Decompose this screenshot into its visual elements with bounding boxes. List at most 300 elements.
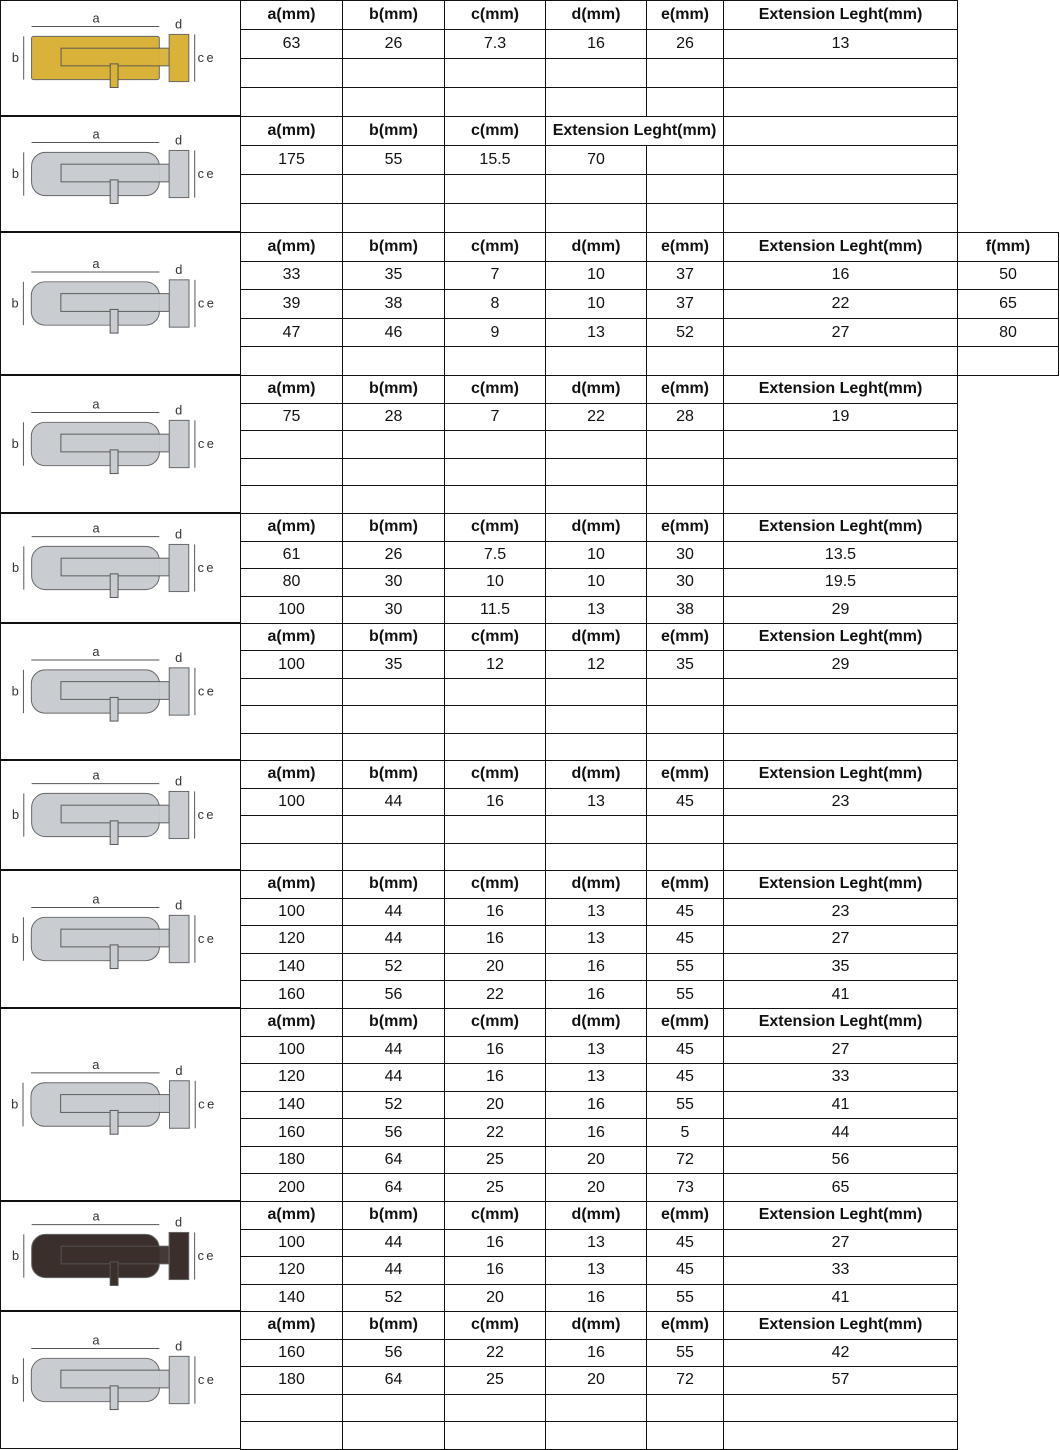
table-row bbox=[241, 1036, 958, 1064]
column-header: a(mm) bbox=[240, 232, 343, 262]
table-cell: 13 bbox=[545, 318, 647, 348]
table-row bbox=[241, 174, 958, 203]
table-row bbox=[241, 1339, 958, 1367]
table-cell: 16 bbox=[545, 1284, 647, 1313]
table-cell: 100 bbox=[240, 1229, 343, 1258]
dim-label-e: e bbox=[206, 295, 214, 311]
table-cell: 160 bbox=[240, 980, 343, 1009]
table-cell: 56 bbox=[342, 1118, 445, 1147]
column-header: a(mm) bbox=[240, 513, 343, 542]
table-cell: 63 bbox=[240, 29, 343, 59]
latch-bolt-illustration bbox=[1, 1, 240, 115]
spec-table bbox=[241, 0, 958, 116]
column-header: d(mm) bbox=[545, 375, 647, 404]
table-cell bbox=[646, 174, 724, 204]
table-cell: 57 bbox=[723, 1366, 958, 1395]
table-cell bbox=[342, 485, 445, 514]
table-cell: 16 bbox=[545, 1118, 647, 1147]
spec-block bbox=[0, 870, 958, 1008]
table-cell: 28 bbox=[342, 403, 445, 432]
spec-block bbox=[0, 1311, 958, 1449]
spec-table bbox=[241, 623, 958, 760]
table-header-row bbox=[241, 1201, 958, 1229]
table-cell: 20 bbox=[545, 1366, 647, 1395]
table-row bbox=[241, 1421, 958, 1449]
table-cell bbox=[646, 87, 724, 117]
table-cell: 16 bbox=[545, 29, 647, 59]
table-row bbox=[241, 458, 958, 486]
column-header: c(mm) bbox=[444, 0, 546, 30]
table-cell: 55 bbox=[646, 953, 724, 982]
column-header: Extension Leght(mm) bbox=[723, 0, 958, 30]
table-cell: 61 bbox=[240, 541, 343, 570]
dim-label-e: e bbox=[206, 435, 214, 451]
latch-bolt-image bbox=[0, 1008, 241, 1201]
dim-label-a: a bbox=[92, 396, 100, 412]
table-cell: 20 bbox=[444, 953, 546, 982]
table-cell bbox=[723, 843, 958, 872]
column-header: Extension Leght(mm) bbox=[723, 513, 958, 542]
latch-bolt-illustration bbox=[1, 376, 240, 512]
table-cell bbox=[545, 87, 647, 117]
table-cell bbox=[444, 346, 546, 376]
table-cell: 25 bbox=[444, 1146, 546, 1175]
table-cell bbox=[723, 1421, 958, 1450]
spec-table bbox=[241, 1201, 958, 1311]
table-cell: 55 bbox=[646, 980, 724, 1009]
column-header: d(mm) bbox=[545, 513, 647, 542]
table-cell: 180 bbox=[240, 1146, 343, 1175]
table-cell: 55 bbox=[646, 1091, 724, 1120]
table-row bbox=[241, 541, 958, 569]
table-cell: 10 bbox=[545, 541, 647, 570]
table-cell: 64 bbox=[342, 1173, 445, 1202]
table-row bbox=[241, 678, 958, 705]
table-cell: 16 bbox=[723, 261, 958, 291]
table-cell: 45 bbox=[646, 1036, 724, 1065]
table-cell: 56 bbox=[342, 1339, 445, 1368]
spec-block bbox=[0, 513, 958, 623]
table-cell bbox=[444, 705, 546, 733]
table-cell: 13 bbox=[545, 925, 647, 954]
table-cell: 38 bbox=[646, 596, 724, 625]
table-row bbox=[241, 58, 958, 87]
table-header-row bbox=[241, 760, 958, 788]
column-header: a(mm) bbox=[240, 0, 343, 30]
dim-label-c: c bbox=[197, 1371, 205, 1387]
table-cell: 175 bbox=[240, 145, 343, 175]
table-cell: 23 bbox=[723, 898, 958, 927]
column-header: d(mm) bbox=[545, 760, 647, 789]
dim-label-e: e bbox=[206, 930, 214, 946]
table-cell: 13 bbox=[545, 898, 647, 927]
table-cell: 10 bbox=[545, 289, 647, 319]
table-cell bbox=[342, 678, 445, 706]
table-cell: 160 bbox=[240, 1339, 343, 1368]
table-header-row bbox=[241, 1008, 958, 1036]
table-row bbox=[241, 815, 958, 843]
table-cell: 13 bbox=[545, 1229, 647, 1258]
table-cell bbox=[444, 815, 546, 844]
column-header: b(mm) bbox=[342, 1311, 445, 1340]
table-cell bbox=[444, 203, 546, 233]
table-cell: 55 bbox=[342, 145, 445, 175]
table-cell: 20 bbox=[444, 1091, 546, 1120]
column-header: b(mm) bbox=[342, 232, 445, 262]
table-row bbox=[241, 1173, 958, 1201]
table-cell bbox=[646, 430, 724, 459]
table-cell: 46 bbox=[342, 318, 445, 348]
table-row bbox=[241, 980, 958, 1008]
latch-bolt-image bbox=[0, 870, 241, 1008]
table-row bbox=[241, 1229, 958, 1257]
column-header: Extension Leght(mm) bbox=[723, 623, 958, 651]
table-cell bbox=[342, 174, 445, 204]
table-cell: 9 bbox=[444, 318, 546, 348]
table-cell bbox=[646, 815, 724, 844]
latch-bolt-image bbox=[0, 232, 241, 375]
dim-label-c: c bbox=[197, 1247, 204, 1263]
table-cell bbox=[240, 815, 343, 844]
spec-table bbox=[241, 232, 1059, 375]
table-header-row bbox=[241, 1311, 958, 1339]
table-cell: 52 bbox=[646, 318, 724, 348]
dim-label-c: c bbox=[197, 165, 205, 181]
table-cell: 27 bbox=[723, 1036, 958, 1065]
dim-label-e: e bbox=[206, 49, 214, 65]
table-cell: 16 bbox=[545, 953, 647, 982]
table-cell: 45 bbox=[646, 788, 724, 817]
table-cell: 22 bbox=[444, 1118, 546, 1147]
table-cell: 120 bbox=[240, 1063, 343, 1092]
column-header: a(mm) bbox=[240, 116, 343, 146]
column-header: d(mm) bbox=[545, 1311, 647, 1340]
latch-bolt-illustration bbox=[1, 514, 240, 622]
table-cell: 33 bbox=[240, 261, 343, 291]
table-cell: 22 bbox=[444, 980, 546, 1009]
table-cell: 19 bbox=[723, 403, 958, 432]
column-header: e(mm) bbox=[646, 760, 724, 789]
column-header: c(mm) bbox=[444, 116, 546, 146]
table-cell: 13 bbox=[545, 1036, 647, 1065]
column-header: b(mm) bbox=[342, 0, 445, 30]
table-cell bbox=[444, 485, 546, 514]
column-header: e(mm) bbox=[646, 232, 724, 262]
dim-label-d: d bbox=[174, 1214, 183, 1230]
latch-bolt-image bbox=[0, 1201, 241, 1311]
table-row bbox=[241, 289, 1059, 318]
dim-label-b: b bbox=[11, 683, 19, 699]
table-cell: 16 bbox=[444, 1036, 546, 1065]
table-cell bbox=[723, 705, 958, 733]
table-cell: 13 bbox=[723, 29, 958, 59]
table-cell: 30 bbox=[646, 568, 724, 597]
table-cell bbox=[240, 705, 343, 733]
table-cell: 72 bbox=[646, 1366, 724, 1395]
table-cell bbox=[723, 145, 958, 175]
table-cell: 22 bbox=[444, 1339, 546, 1368]
table-cell: 64 bbox=[342, 1366, 445, 1395]
table-cell: 50 bbox=[957, 261, 1059, 291]
dim-label-c: c bbox=[197, 295, 205, 311]
table-cell bbox=[545, 705, 647, 733]
latch-bolt-image bbox=[0, 116, 241, 232]
table-cell: 38 bbox=[342, 289, 445, 319]
table-cell: 13 bbox=[545, 788, 647, 817]
latch-bolt-image bbox=[0, 0, 241, 116]
table-cell: 100 bbox=[240, 1036, 343, 1065]
table-cell bbox=[646, 1421, 724, 1450]
table-cell bbox=[723, 87, 958, 117]
table-cell: 25 bbox=[444, 1173, 546, 1202]
spec-table bbox=[241, 116, 958, 232]
table-cell: 140 bbox=[240, 1284, 343, 1313]
table-cell bbox=[646, 485, 724, 514]
table-cell: 30 bbox=[342, 568, 445, 597]
spec-block bbox=[0, 760, 958, 870]
table-cell: 29 bbox=[723, 596, 958, 625]
column-header: b(mm) bbox=[342, 375, 445, 404]
spec-block bbox=[0, 1201, 958, 1311]
dim-label-d: d bbox=[175, 16, 183, 32]
column-header: c(mm) bbox=[444, 870, 546, 899]
table-cell bbox=[646, 843, 724, 872]
table-row bbox=[241, 430, 958, 458]
column-header: e(mm) bbox=[646, 1201, 724, 1230]
table-cell bbox=[646, 678, 724, 706]
spec-table bbox=[241, 760, 958, 870]
dim-label-a: a bbox=[92, 1208, 100, 1224]
table-cell: 22 bbox=[723, 289, 958, 319]
column-header: b(mm) bbox=[342, 870, 445, 899]
table-cell bbox=[646, 733, 724, 761]
table-cell bbox=[342, 203, 445, 233]
column-header: Extension Leght(mm) bbox=[723, 375, 958, 404]
table-cell: 16 bbox=[444, 1063, 546, 1092]
dim-label-c: c bbox=[197, 435, 205, 451]
column-header: c(mm) bbox=[444, 1311, 546, 1340]
table-cell: 16 bbox=[545, 980, 647, 1009]
table-cell: 45 bbox=[646, 1063, 724, 1092]
table-header-row bbox=[241, 870, 958, 898]
table-cell bbox=[957, 346, 1059, 376]
table-cell bbox=[240, 203, 343, 233]
latch-bolt-illustration bbox=[1, 1312, 240, 1448]
spec-table bbox=[241, 1008, 958, 1201]
spec-table bbox=[241, 1311, 958, 1449]
table-cell: 13.5 bbox=[723, 541, 958, 570]
column-header: e(mm) bbox=[646, 375, 724, 404]
table-cell: 13 bbox=[545, 1063, 647, 1092]
table-row bbox=[241, 843, 958, 871]
table-cell: 16 bbox=[545, 1339, 647, 1368]
table-cell bbox=[723, 174, 958, 204]
table-cell: 80 bbox=[240, 568, 343, 597]
column-header: c(mm) bbox=[444, 513, 546, 542]
table-cell: 35 bbox=[646, 650, 724, 678]
column-header: d(mm) bbox=[545, 623, 647, 651]
table-cell: 19.5 bbox=[723, 568, 958, 597]
dim-label-d: d bbox=[175, 402, 183, 418]
table-row bbox=[241, 145, 958, 174]
table-cell bbox=[342, 430, 445, 459]
column-header: Extension Leght(mm) bbox=[723, 1008, 958, 1037]
table-cell bbox=[240, 346, 343, 376]
table-cell bbox=[444, 430, 546, 459]
spec-table bbox=[241, 870, 958, 1008]
spec-block bbox=[0, 623, 958, 760]
column-header: c(mm) bbox=[444, 375, 546, 404]
table-cell: 22 bbox=[545, 403, 647, 432]
table-cell bbox=[342, 815, 445, 844]
dim-label-e: e bbox=[206, 1247, 214, 1263]
spec-block bbox=[0, 375, 958, 513]
column-header: a(mm) bbox=[240, 623, 343, 651]
table-cell: 16 bbox=[444, 788, 546, 817]
table-cell bbox=[342, 733, 445, 761]
table-row bbox=[241, 87, 958, 116]
dim-label-e: e bbox=[206, 1371, 214, 1387]
table-cell bbox=[723, 458, 958, 487]
table-row bbox=[241, 1146, 958, 1174]
table-cell bbox=[545, 678, 647, 706]
column-header: a(mm) bbox=[240, 1008, 343, 1037]
table-cell bbox=[342, 1394, 445, 1423]
table-cell: 44 bbox=[342, 925, 445, 954]
column-header: d(mm) bbox=[545, 1201, 647, 1230]
table-cell: 30 bbox=[342, 596, 445, 625]
table-cell bbox=[444, 843, 546, 872]
column-header: Extension Leght(mm) bbox=[723, 760, 958, 789]
table-cell: 160 bbox=[240, 1118, 343, 1147]
dim-label-e: e bbox=[206, 165, 214, 181]
spec-table bbox=[241, 375, 958, 513]
table-cell: 45 bbox=[646, 898, 724, 927]
table-cell bbox=[444, 174, 546, 204]
table-cell: 100 bbox=[240, 650, 343, 678]
table-cell bbox=[646, 346, 724, 376]
dim-label-a: a bbox=[92, 126, 100, 142]
table-cell: 65 bbox=[723, 1173, 958, 1202]
dim-label-a: a bbox=[92, 1332, 100, 1348]
table-cell: 16 bbox=[444, 1229, 546, 1258]
column-header: Extension Leght(mm) bbox=[723, 870, 958, 899]
table-row bbox=[241, 203, 958, 232]
table-cell: 45 bbox=[646, 1256, 724, 1285]
dim-label-c: c bbox=[197, 683, 205, 699]
column-header: a(mm) bbox=[240, 1311, 343, 1340]
table-cell bbox=[545, 346, 647, 376]
dim-label-a: a bbox=[92, 256, 100, 272]
column-header: a(mm) bbox=[240, 870, 343, 899]
column-header: e(mm) bbox=[646, 1008, 724, 1037]
spec-block bbox=[0, 1008, 958, 1201]
column-header: a(mm) bbox=[240, 1201, 343, 1230]
column-header: c(mm) bbox=[444, 760, 546, 789]
table-row bbox=[241, 1284, 958, 1312]
table-cell bbox=[545, 1421, 647, 1450]
column-header: b(mm) bbox=[342, 623, 445, 651]
dim-label-c: c bbox=[197, 49, 205, 65]
column-header bbox=[723, 116, 958, 146]
table-cell: 10 bbox=[545, 568, 647, 597]
table-cell: 16 bbox=[444, 1256, 546, 1285]
latch-bolt-image bbox=[0, 623, 241, 760]
table-cell: 7 bbox=[444, 403, 546, 432]
table-cell: 55 bbox=[646, 1284, 724, 1313]
table-cell bbox=[342, 458, 445, 487]
column-header: d(mm) bbox=[545, 870, 647, 899]
table-cell bbox=[646, 58, 724, 88]
table-cell: 39 bbox=[240, 289, 343, 319]
table-cell bbox=[545, 174, 647, 204]
table-cell bbox=[342, 1421, 445, 1450]
table-cell: 45 bbox=[646, 1229, 724, 1258]
table-cell bbox=[723, 1394, 958, 1423]
table-cell bbox=[444, 458, 546, 487]
table-cell bbox=[240, 458, 343, 487]
table-row bbox=[241, 403, 958, 431]
table-cell: 27 bbox=[723, 925, 958, 954]
table-cell bbox=[240, 733, 343, 761]
table-cell: 45 bbox=[646, 925, 724, 954]
table-header-row bbox=[241, 116, 958, 145]
column-header: d(mm) bbox=[545, 232, 647, 262]
table-row bbox=[241, 346, 1059, 375]
table-cell: 120 bbox=[240, 1256, 343, 1285]
table-cell bbox=[723, 678, 958, 706]
table-cell: 37 bbox=[646, 261, 724, 291]
table-cell bbox=[545, 430, 647, 459]
table-cell: 26 bbox=[646, 29, 724, 59]
dim-label-d: d bbox=[175, 261, 183, 277]
table-row bbox=[241, 705, 958, 732]
dim-label-a: a bbox=[92, 1056, 100, 1072]
table-cell bbox=[444, 733, 546, 761]
latch-bolt-illustration bbox=[1, 1009, 240, 1200]
table-cell: 72 bbox=[646, 1146, 724, 1175]
latch-bolt-illustration bbox=[1, 1202, 240, 1310]
latch-bolt-illustration bbox=[1, 624, 240, 759]
dim-label-b: b bbox=[12, 1247, 20, 1263]
table-cell: 37 bbox=[646, 289, 724, 319]
table-cell bbox=[646, 705, 724, 733]
table-cell: 10 bbox=[444, 568, 546, 597]
column-header: c(mm) bbox=[444, 1008, 546, 1037]
table-cell: 64 bbox=[342, 1146, 445, 1175]
column-header: Extension Leght(mm) bbox=[723, 1201, 958, 1230]
table-header-row bbox=[241, 0, 958, 29]
table-row bbox=[241, 1256, 958, 1284]
table-cell: 70 bbox=[545, 145, 647, 175]
table-cell: 120 bbox=[240, 925, 343, 954]
table-cell: 23 bbox=[723, 788, 958, 817]
dim-label-a: a bbox=[92, 891, 100, 907]
table-cell bbox=[545, 733, 647, 761]
table-cell: 5 bbox=[646, 1118, 724, 1147]
dim-label-b: b bbox=[11, 49, 20, 65]
table-cell bbox=[723, 346, 958, 376]
table-cell: 13 bbox=[545, 596, 647, 625]
table-cell: 140 bbox=[240, 1091, 343, 1120]
latch-bolt-image bbox=[0, 375, 241, 513]
table-row bbox=[241, 1091, 958, 1119]
table-cell bbox=[545, 843, 647, 872]
table-cell: 52 bbox=[342, 953, 445, 982]
table-row bbox=[241, 261, 1059, 290]
dim-label-d: d bbox=[174, 773, 183, 789]
table-cell: 10 bbox=[545, 261, 647, 291]
